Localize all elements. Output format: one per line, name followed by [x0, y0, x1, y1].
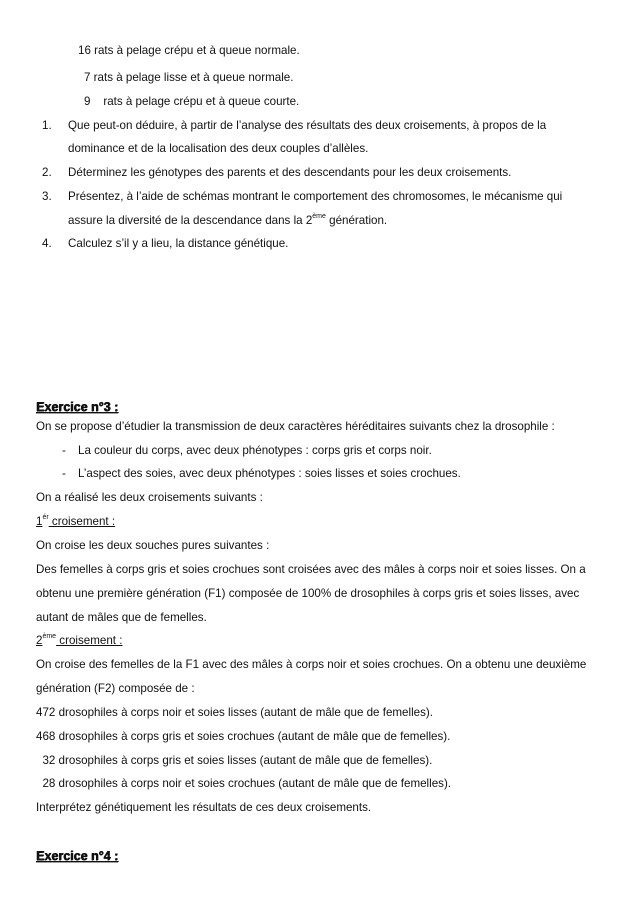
- cross1-heading: $1^{ér}$ croisement :: [36, 514, 116, 528]
- question-text: dominance et de la localisation des deux couples d’allèles.: [68, 142, 369, 155]
- result-line: 7 rats à pelage lisse et à queue normale.: [84, 71, 294, 84]
- question-text: assure la diversité de la descendance dans la 2ème génération.: [68, 213, 388, 227]
- question-text: Calculez s’il y a lieu, la distance génétique.: [68, 237, 289, 250]
- paragraph-line: On croise les deux souches pures suivantes :: [36, 539, 270, 552]
- paragraph-line: On a réalisé les deux croisements suivants :: [36, 491, 263, 504]
- paragraph-line: Des femelles à corps gris et soies crochues sont croisées avec des mâles à corps noir et soies lisses. On a: [36, 563, 586, 576]
- exercise-4-title: Exercice n°4 :: [36, 849, 119, 863]
- paragraph-line: Interprétez génétiquement les résultats de ces deux croisements.: [36, 801, 372, 814]
- paragraph-line: obtenu une première génération (F1) composée de 100% de drosophiles à corps gris et soies lisses, avec: [36, 587, 580, 600]
- bullet-item: L’aspect des soies, avec deux phénotypes : soies lisses et soies crochues.: [78, 467, 461, 480]
- question-text: Que peut-on déduire, à partir de l’analyse des résultats des deux croisements, à propos de la: [68, 119, 547, 132]
- result-line: 32 drosophiles à corps gris et soies lisses (autant de mâle que de femelles).: [36, 754, 433, 767]
- question-number: 4.: [42, 237, 52, 250]
- question-number: 3.: [42, 190, 52, 203]
- result-line: 468 drosophiles à corps gris et soies crochues (autant de mâle que de femelles).: [36, 730, 451, 743]
- paragraph-line: génération (F2) composée de :: [36, 682, 195, 695]
- exercise-3-intro: On se propose d’étudier la transmission de deux caractères héréditaires suivants chez la drosophile :: [36, 420, 555, 433]
- cross2-heading: 2ème croisement :: [36, 633, 123, 647]
- result-line: 28 drosophiles à corps noir et soies crochues (autant de mâle que de femelles).: [36, 777, 452, 790]
- paragraph-line: On croise des femelles de la F1 avec des mâles à corps noir et soies crochues. On a obtenu une deuxième: [36, 658, 587, 671]
- result-line: 9 rats à pelage crépu et à queue courte.: [84, 95, 300, 108]
- result-line: 472 drosophiles à corps noir et soies lisses (autant de mâle que de femelles).: [36, 706, 433, 719]
- question-number: 2.: [42, 166, 52, 179]
- exercise-3-title: Exercice n°3 :: [36, 400, 119, 414]
- question-number: 1.: [42, 119, 52, 132]
- paragraph-line: autant de mâles que de femelles.: [36, 611, 207, 624]
- result-line: 16 rats à pelage crépu et à queue normale.: [78, 44, 300, 57]
- bullet-marker: -: [62, 444, 66, 457]
- question-text: Présentez, à l’aide de schémas montrant le comportement des chromosomes, le mécanisme qui: [68, 190, 563, 203]
- bullet-item: La couleur du corps, avec deux phénotypes : corps gris et corps noir.: [78, 444, 432, 457]
- bullet-marker: -: [62, 467, 66, 480]
- question-text: Déterminez les génotypes des parents et des descendants pour les deux croisements.: [68, 166, 512, 179]
